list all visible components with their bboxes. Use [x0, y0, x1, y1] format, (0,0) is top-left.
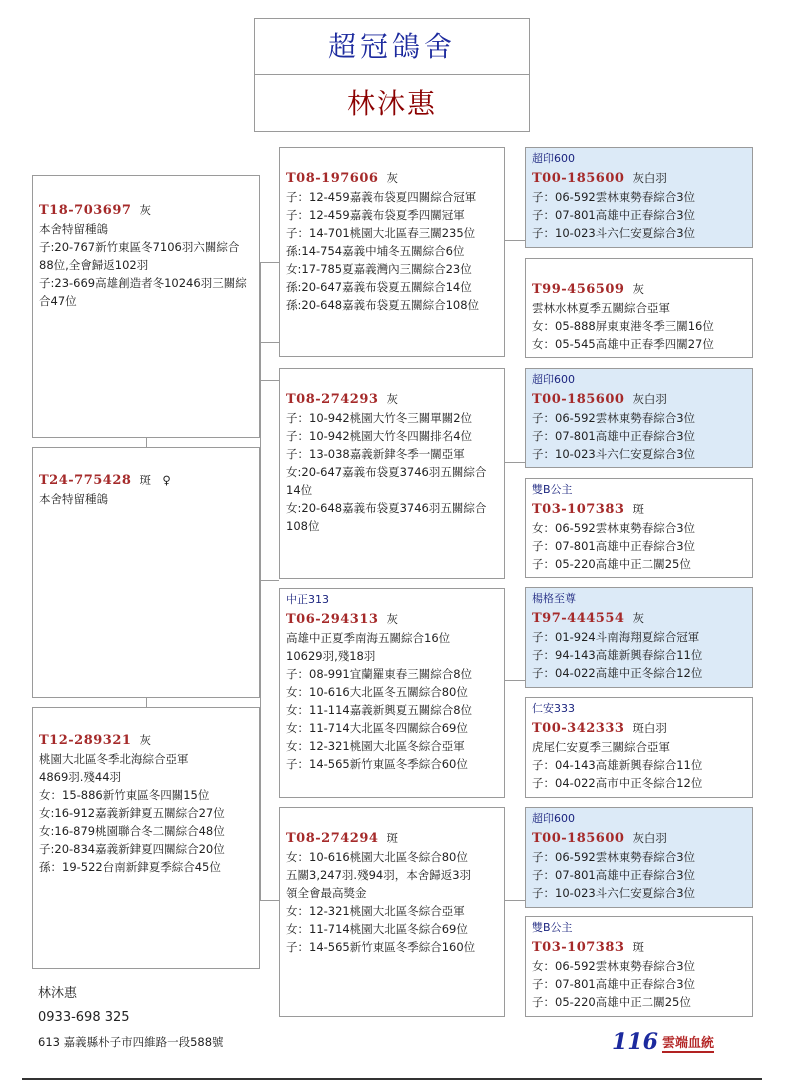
bird-color: 灰 — [632, 282, 644, 296]
record-line: 女：06-592雲林東勢春綜合3位 — [532, 521, 696, 535]
connector — [260, 580, 279, 581]
gen3-card — [525, 368, 753, 468]
connector — [260, 262, 279, 263]
record-line: 本舍特留種鴿 — [39, 492, 108, 506]
record-line: 虎尾仁安夏季三關綜合亞軍 — [532, 740, 670, 754]
record-line: 子：06-592雲林東勢春綜合3位 — [532, 190, 696, 204]
connector — [260, 580, 261, 900]
record-line: 子：14-565新竹東區冬季綜合160位 — [286, 940, 476, 954]
ring-number: T99-456509 — [532, 282, 625, 297]
gen2-card — [279, 147, 505, 357]
record-line: 子：94-143高雄新興春綜合11位 — [532, 648, 703, 662]
gen3-card — [525, 697, 753, 798]
record-line: 女：15-886新竹東區冬四關15位 — [39, 788, 210, 802]
record-line: 女：05-888屏東東港冬季三關16位 — [532, 319, 714, 333]
ring-number: T08-274294 — [286, 831, 379, 846]
record-line: 女：06-592雲林東勢春綜合3位 — [532, 959, 696, 973]
bird-color: 斑 — [632, 940, 644, 954]
record-line: 本舍特留種鴿 — [39, 222, 108, 236]
nickname-label: 中正313 — [286, 593, 329, 606]
record-line: 子：12-459嘉義布袋夏季四關冠軍 — [286, 208, 465, 222]
record-line: 子：07-801高雄中正春綜合3位 — [532, 429, 696, 443]
record-line: 子：05-220高雄中正二關25位 — [532, 557, 691, 571]
bottom-divider — [22, 1078, 762, 1080]
record-line: 孫:20-648嘉義布袋夏五關綜合108位 — [286, 298, 480, 312]
record-line: 子：07-801高雄中正春綜合3位 — [532, 208, 696, 222]
connector — [505, 900, 525, 901]
record-line: 雲林水林夏季五關綜合亞軍 — [532, 301, 670, 315]
bird-color: 斑 — [632, 502, 644, 516]
connector — [260, 342, 279, 343]
bird-color: 灰 — [139, 733, 151, 747]
bird-color: 灰 — [386, 392, 398, 406]
record-line: 子：07-801高雄中正春綜合3位 — [532, 539, 696, 553]
record-line: 10629羽,殘18羽 — [286, 649, 376, 663]
record-line: 女：12-321桃園大北區冬綜合亞軍 — [286, 904, 465, 918]
gen3-card — [525, 916, 753, 1017]
nickname-label: 超印600 — [532, 152, 575, 165]
gen3-card — [525, 147, 753, 248]
brand-logo — [612, 1030, 714, 1054]
title-block — [254, 18, 530, 132]
gen1-card-dam — [32, 447, 260, 698]
connector — [146, 697, 147, 707]
record-line: 女：10-616桃園大北區冬綜合80位 — [286, 850, 468, 864]
bird-color: 斑白羽 — [632, 721, 667, 735]
record-line: 女：11-114嘉義新興夏五關綜合8位 — [286, 703, 473, 717]
record-line: 子：08-991宜蘭羅東春三關綜合8位 — [286, 667, 473, 681]
record-line: 五關3,247羽.殘94羽，本舍歸返3羽 — [286, 868, 472, 882]
record-line: 子：10-023斗六仁安夏綜合3位 — [532, 226, 696, 240]
record-line: 女：11-714桃園大北區冬綜合69位 — [286, 922, 468, 936]
bird-color: 斑 — [386, 831, 398, 845]
record-line: 女：05-545高雄中正春季四關27位 — [532, 337, 714, 351]
contact-address: 613 嘉義縣朴子市四維路一段588號 — [38, 1035, 224, 1049]
ring-number: T03-107383 — [532, 940, 625, 955]
record-line: 4869羽.殘44羽 — [39, 770, 122, 784]
ring-number: T00-342333 — [532, 721, 625, 736]
record-line: 女：10-616大北區冬五關綜合80位 — [286, 685, 468, 699]
bird-color: 灰 — [139, 203, 151, 217]
record-line: 子：10-023斗六仁安夏綜合3位 — [532, 886, 696, 900]
connector — [260, 900, 279, 901]
record-line: 子：07-801高雄中正春綜合3位 — [532, 868, 696, 882]
gen2-card — [279, 807, 505, 1017]
bird-color: 灰白羽 — [632, 831, 667, 845]
record-line: 子:23-669高雄創造者冬10246羽三關綜合47位 — [39, 276, 247, 308]
bird-color: 灰白羽 — [632, 392, 667, 406]
record-line: 子：05-220高雄中正二關25位 — [532, 995, 691, 1009]
record-line: 女:20-647嘉義布袋夏3746羽五關綜合14位 — [286, 465, 487, 497]
record-line: 子：10-942桃園大竹冬四關排名4位 — [286, 429, 473, 443]
nickname-label: 雙B公主 — [532, 921, 573, 934]
record-line: 高雄中正夏季南海五關綜合16位 — [286, 631, 451, 645]
record-line: 女:17-785夏嘉義灣內三關綜合23位 — [286, 262, 472, 276]
record-line: 子：04-143高雄新興春綜合11位 — [532, 758, 703, 772]
record-line: 女:16-879桃園聯合冬二關綜合48位 — [39, 824, 225, 838]
record-line: 子：10-023斗六仁安夏綜合3位 — [532, 447, 696, 461]
bird-color: 灰 — [632, 611, 644, 625]
record-line: 領全會最高獎金 — [286, 886, 367, 900]
ring-number: T08-197606 — [286, 171, 379, 186]
owner-name: 林沐惠 — [346, 87, 437, 120]
nickname-label: 超印600 — [532, 812, 575, 825]
record-line: 孫:20-647嘉義布袋夏五關綜合14位 — [286, 280, 472, 294]
record-line: 子：04-022高雄中正冬綜合12位 — [532, 666, 703, 680]
record-line: 孫:14-754嘉義中埔冬五關綜合6位 — [286, 244, 465, 258]
record-line: 子：13-038嘉義新銉冬季一關亞軍 — [286, 447, 465, 461]
record-line: 孫：19-522台南新銉夏季綜合45位 — [39, 860, 221, 874]
record-line: 子：14-701桃園大北區春三關235位 — [286, 226, 476, 240]
record-line: 子：07-801高雄中正春綜合3位 — [532, 977, 696, 991]
ring-number: T12-289321 — [39, 733, 132, 748]
ring-number: T24-775428 — [39, 473, 132, 488]
ring-number: T03-107383 — [532, 502, 625, 517]
contact-phone: 0933-698 325 — [38, 1010, 130, 1025]
nickname-label: 楊格至尊 — [532, 592, 576, 605]
record-line: 女:16-912嘉義新銉夏五關綜合27位 — [39, 806, 225, 820]
record-line: 女：11-714大北區冬四關綜合69位 — [286, 721, 468, 735]
ring-number: T00-185600 — [532, 392, 625, 407]
record-line: 子：06-592雲林東勢春綜合3位 — [532, 411, 696, 425]
record-line: 子：06-592雲林東勢春綜合3位 — [532, 850, 696, 864]
gen3-card — [525, 807, 753, 908]
ring-number: T00-185600 — [532, 831, 625, 846]
bird-color: 灰 — [386, 171, 398, 185]
record-line: 子：14-565新竹東區冬季綜合60位 — [286, 757, 468, 771]
record-line: 子：12-459嘉義布袋夏四關綜合冠軍 — [286, 190, 477, 204]
gen3-card — [525, 587, 753, 688]
ring-number: T18-703697 — [39, 203, 132, 218]
record-line: 子：04-022高市中正冬綜合12位 — [532, 776, 703, 790]
gen3-card — [525, 478, 753, 578]
ring-number: T97-444554 — [532, 611, 625, 626]
bird-color: 斑 ♀ — [139, 473, 171, 487]
connector — [146, 437, 147, 447]
loft-name: 超冠鴿舍 — [255, 19, 529, 75]
gen2-card — [279, 588, 505, 798]
connector — [505, 240, 525, 241]
ring-number: T08-274293 — [286, 392, 379, 407]
nickname-label: 超印600 — [532, 373, 575, 386]
gen1-card-grand — [32, 707, 260, 969]
record-line: 子：01-924斗南海翔夏綜合冠軍 — [532, 630, 700, 644]
nickname-label: 仁安333 — [532, 702, 575, 715]
record-line: 子:20-767新竹東區冬7106羽六關綜合88位,全會歸返102羽 — [39, 240, 240, 272]
record-line: 女：12-321桃園大北區冬綜合亞軍 — [286, 739, 465, 753]
connector — [505, 462, 525, 463]
ring-number: T06-294313 — [286, 612, 379, 627]
connector — [260, 380, 279, 381]
gen1-card-sire — [32, 175, 260, 438]
record-line: 子:20-834嘉義新銉夏四關綜合20位 — [39, 842, 225, 856]
logo-number: 116 — [612, 1029, 658, 1055]
owner-contact — [38, 982, 224, 1054]
connector — [260, 262, 261, 580]
record-line: 女:20-648嘉義布袋夏3746羽五關綜合108位 — [286, 501, 487, 533]
record-line: 子：10-942桃園大竹冬三關單關2位 — [286, 411, 473, 425]
logo-text: 雲端血統 — [662, 1032, 714, 1053]
gen2-card — [279, 368, 505, 579]
gen3-card — [525, 258, 753, 358]
record-line: 桃園大北區冬季北海綜合亞軍 — [39, 752, 189, 766]
contact-name: 林沐惠 — [38, 986, 78, 1001]
bird-color: 灰 — [386, 612, 398, 626]
bird-color: 灰白羽 — [632, 171, 667, 185]
connector — [505, 680, 525, 681]
ring-number: T00-185600 — [532, 171, 625, 186]
nickname-label: 雙B公主 — [532, 483, 573, 496]
